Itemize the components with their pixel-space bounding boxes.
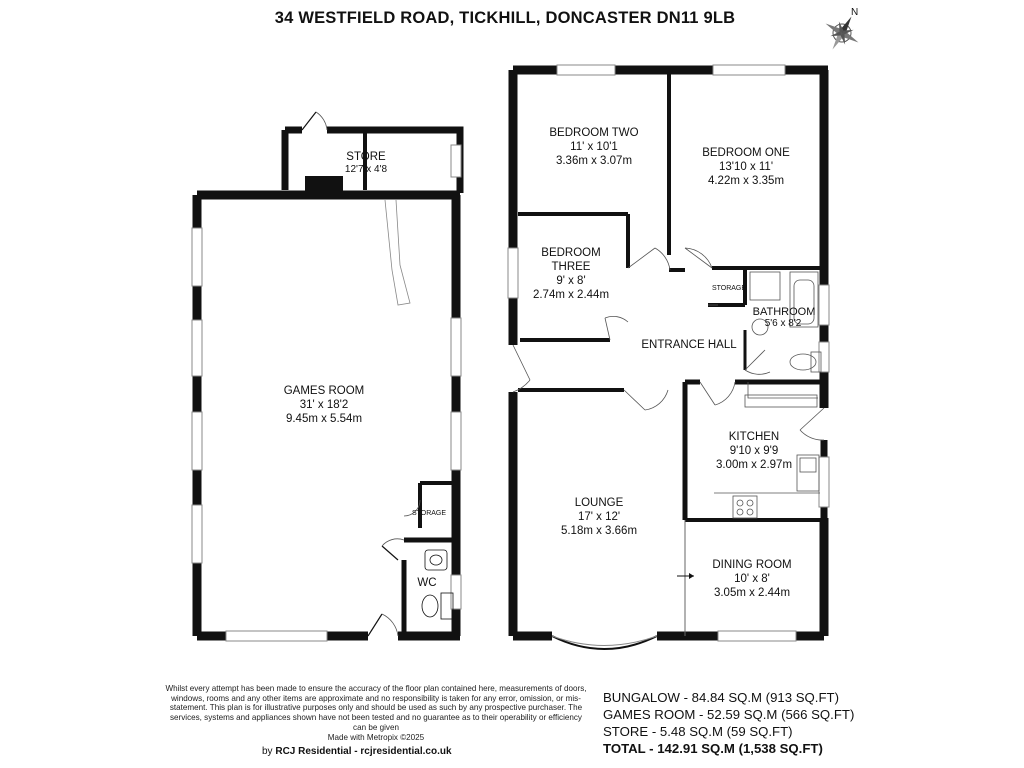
store-name: STORE: [346, 151, 386, 163]
bathroom-name: BATHROOM: [752, 306, 816, 318]
bedroom-three-name-line2: THREE: [551, 261, 591, 273]
made-with-metropix: Made with Metropix ©2025: [327, 732, 425, 742]
games-room-name: GAMES ROOM: [283, 385, 365, 397]
bedroom-two-name: BEDROOM TWO: [549, 127, 639, 139]
lounge-name: LOUNGE: [574, 497, 624, 509]
property-title: 34 WESTFIELD ROAD, TICKHILL, DONCASTER DN11 9LB: [274, 9, 736, 27]
kitchen-size-metric: 3.00m x 2.97m: [715, 459, 793, 471]
wc-label: WC: [417, 577, 437, 589]
bedroom-one-name: BEDROOM ONE: [702, 147, 790, 159]
kitchen-name: KITCHEN: [728, 431, 780, 443]
dining-room-size-imperial: 10' x 8': [734, 573, 770, 585]
kitchen-size-imperial: 9'10 x 9'9: [729, 445, 779, 457]
credit-prefix: by: [262, 746, 273, 757]
bathroom-size: 5'6 x 8'2: [764, 318, 802, 329]
area-total: TOTAL - 142.91 SQ.M (1,538 SQ.FT): [603, 741, 823, 756]
credit-website[interactable]: rcjresidential.co.uk: [360, 746, 452, 757]
dining-room-size-metric: 3.05m x 2.44m: [713, 587, 791, 599]
area-games-room: GAMES ROOM - 52.59 SQ.M (566 SQ.FT): [603, 707, 855, 722]
bedroom-one-size-imperial: 13'10 x 11': [718, 161, 774, 173]
games-room-size-imperial: 31' x 18'2: [299, 399, 349, 411]
games-storage-label: STORAGE: [411, 510, 447, 517]
bedroom-one-size-metric: 4.22m x 3.35m: [707, 175, 785, 187]
area-store: STORE - 5.48 SQ.M (59 SQ.FT): [603, 724, 793, 739]
bedroom-two-size-metric: 3.36m x 3.07m: [555, 155, 633, 167]
credit-company: RCJ Residential: [275, 746, 352, 757]
disclaimer-text: Whilst every attempt has been made to ensure the accuracy of the floor plan contained here, measurements of doors, windows, rooms and any other items are approximate and no responsibility is taken for any error, omission, or mis-statement. This plan is for illustrative purposes only and should be used as such by any prospective purchaser. The services, systems and appliances shown have not been tested and no guarantee as to their operability or efficiency can be given: [165, 684, 587, 732]
entrance-hall-name: ENTRANCE HALL: [641, 339, 737, 351]
area-summary: [603, 689, 854, 757]
lounge-size-imperial: 17' x 12': [577, 511, 621, 523]
lounge-size-metric: 5.18m x 3.66m: [560, 525, 638, 537]
bedroom-three-size-imperial: 9' x 8': [556, 275, 586, 287]
bedroom-three-name-line1: BEDROOM: [541, 247, 601, 259]
games-room-size-metric: 9.45m x 5.54m: [285, 413, 363, 425]
compass-rose-icon: [824, 15, 860, 51]
credit-line: [262, 746, 452, 757]
compass-north-label: N: [851, 7, 859, 18]
store-size: 12'7 x 4'8: [344, 164, 388, 175]
credit-separator: -: [351, 746, 361, 757]
dining-room-name: DINING ROOM: [712, 559, 792, 571]
bedroom-two-size-imperial: 11' x 10'1: [570, 141, 618, 153]
area-bungalow: BUNGALOW - 84.84 SQ.M (913 SQ.FT): [603, 690, 839, 705]
games-room-building: [192, 112, 461, 641]
hall-storage-label: STORAGE: [711, 285, 747, 292]
bedroom-three-size-metric: 2.74m x 2.44m: [532, 289, 610, 301]
disclaimer: [165, 684, 587, 742]
